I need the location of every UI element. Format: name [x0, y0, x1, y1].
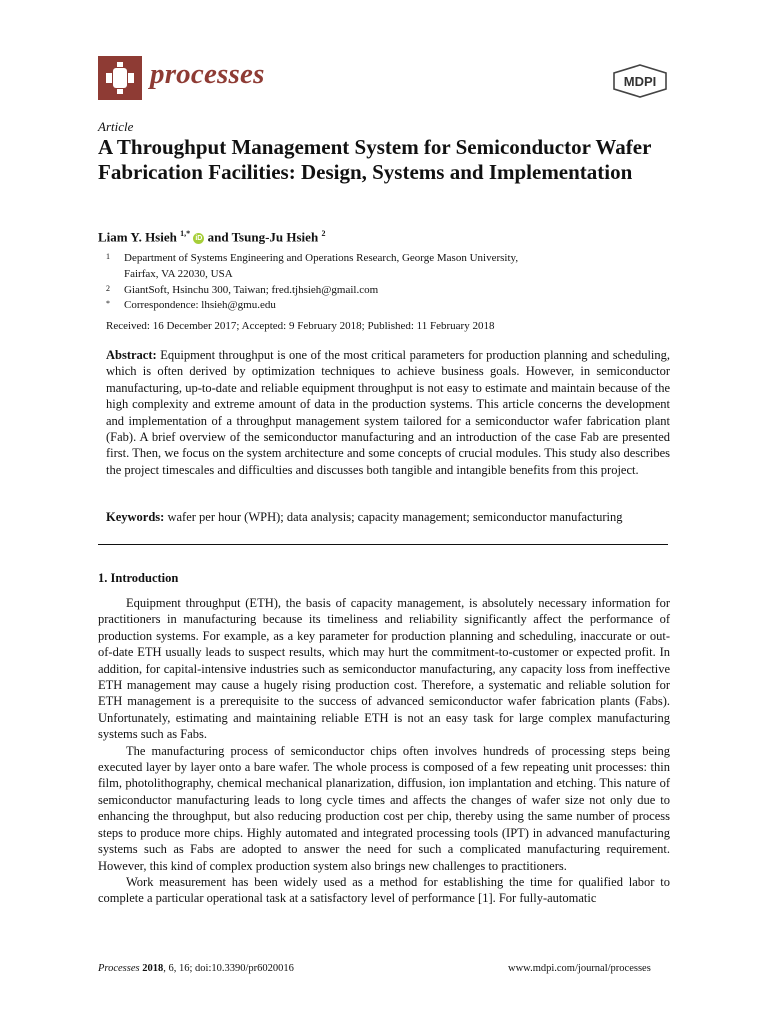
- abstract-label: Abstract:: [106, 348, 157, 362]
- article-type: Article: [98, 119, 134, 134]
- introduction-body: [98, 595, 670, 907]
- footer-url[interactable]: www.mdpi.com/journal/processes: [508, 963, 651, 974]
- publisher-logo: [612, 64, 668, 98]
- abstract: [106, 347, 670, 478]
- footer-journal: Processes: [98, 963, 140, 974]
- processes-logo-icon: [98, 56, 142, 100]
- footer-doi[interactable]: , 6, 16; doi:10.3390/pr6020016: [163, 963, 294, 974]
- keywords: [106, 510, 670, 525]
- footer-citation: [98, 963, 294, 974]
- footer-year: 2018: [139, 963, 164, 974]
- publication-dates: Received: 16 December 2017; Accepted: 9 February 2018; Published: 11 February 2018: [106, 320, 495, 332]
- affiliation-mark: 1: [106, 252, 110, 261]
- author-2-affiliation: 2: [321, 229, 326, 238]
- section-divider: [98, 544, 668, 545]
- mdpi-logo-icon: [612, 64, 668, 98]
- author-1[interactable]: Liam Y. Hsieh: [98, 229, 177, 245]
- affiliation-line[interactable]: Correspondence: lhsieh@gmu.edu: [124, 299, 276, 311]
- affiliation-mark: 2: [106, 284, 110, 293]
- intro-paragraph: Work measurement has been widely used as a method for establishing the time for qualified labor to complete a particular operational task at a satisfactory level of performance [1]. For fully-automatic: [98, 874, 670, 906]
- orcid-icon[interactable]: iD: [195, 235, 203, 243]
- section-heading: 1. Introduction: [98, 571, 179, 585]
- keywords-text: wafer per hour (WPH); data analysis; capacity management; semiconductor manufacturing: [167, 510, 623, 524]
- affiliation-mark: *: [106, 299, 110, 308]
- affiliation-line: Fairfax, VA 22030, USA: [124, 268, 233, 280]
- intro-paragraph: The manufacturing process of semiconductor chips often involves hundreds of processing steps being executed layer by layer onto a bare wafer. The whole process is composed of a few repeating unit processes: thin film, photolithography, chemical mechanical planarization, diffusion, ion implantation and etching. This nature of semiconductor manufacturing leads to long cycle times and affects the changes of wafer size not only due to enhancing the throughput, but also reducing production cost per chip, thereby using the same number of process steps to produce more chips. Highly automated and integrated processing tools (IPT) in advanced manufacturing systems such as Fabs are adopted to answer the need for such a complicated manufacturing requirement. However, this kind of complex production system also brings new challenges to practitioners.: [98, 743, 670, 873]
- journal-logo: [98, 56, 142, 100]
- mdpi-logo-text: MDPI: [623, 74, 657, 89]
- journal-name: processes: [150, 58, 265, 90]
- abstract-text: Equipment throughput is one of the most critical parameters for production planning and scheduling, which is often derived by optimization techniques to achieve business goals. However, in semiconductor manufacturing, up-to-date and reliable equipment throughput is not easy to estimate and maintain because of the high complexity and extreme amount of data in the production systems. This article concerns the development and implementation of a throughput management system tailored for a semiconductor wafer fabrication plant (Fab). A brief overview of the semiconductor manufacturing and an introduction of the case Fab are presented first. Then, we focus on the system architecture and some concepts of crucial modules. This study also describes the project timescales and difficulties and discusses both tangible and intangible benefits from this project.: [106, 348, 671, 477]
- author-2[interactable]: and Tsung-Ju Hsieh: [204, 229, 322, 245]
- keywords-label: Keywords:: [106, 510, 165, 524]
- intro-paragraph: Equipment throughput (ETH), the basis of capacity management, is absolutely necessary information for practitioners in manufacturing because its timeliness and reliability significantly affect the performance of production systems. For example, as a key parameter for production planning and scheduling, inaccurate or out-of-date ETH usually leads to suspect results, which may hurt the commitment-to-customer or expected profit. In addition, for capital-intensive industries such as semiconductor manufacturing, any capacity loss from ineffective ETH management may cause a hugely rising production cost. Therefore, a systematic and reliable solution for ETH management is a prerequisite to the success of advanced semiconductor wafer fabrication plants (Fabs). Unfortunately, estimating and maintaining reliable ETH is not an easy task for large complex manufacturing systems such as Fabs.: [98, 596, 670, 742]
- author-1-affiliation: 1,*: [180, 229, 191, 238]
- article-title: A Throughput Management System for Semiconductor Wafer Fabrication Facilities: Design, Systems and Implementation: [98, 135, 652, 184]
- affiliation-line[interactable]: GiantSoft, Hsinchu 300, Taiwan; fred.tjhsieh@gmail.com: [124, 284, 379, 296]
- affiliation-line: Department of Systems Engineering and Operations Research, George Mason University,: [124, 252, 519, 264]
- author-list: [98, 229, 325, 245]
